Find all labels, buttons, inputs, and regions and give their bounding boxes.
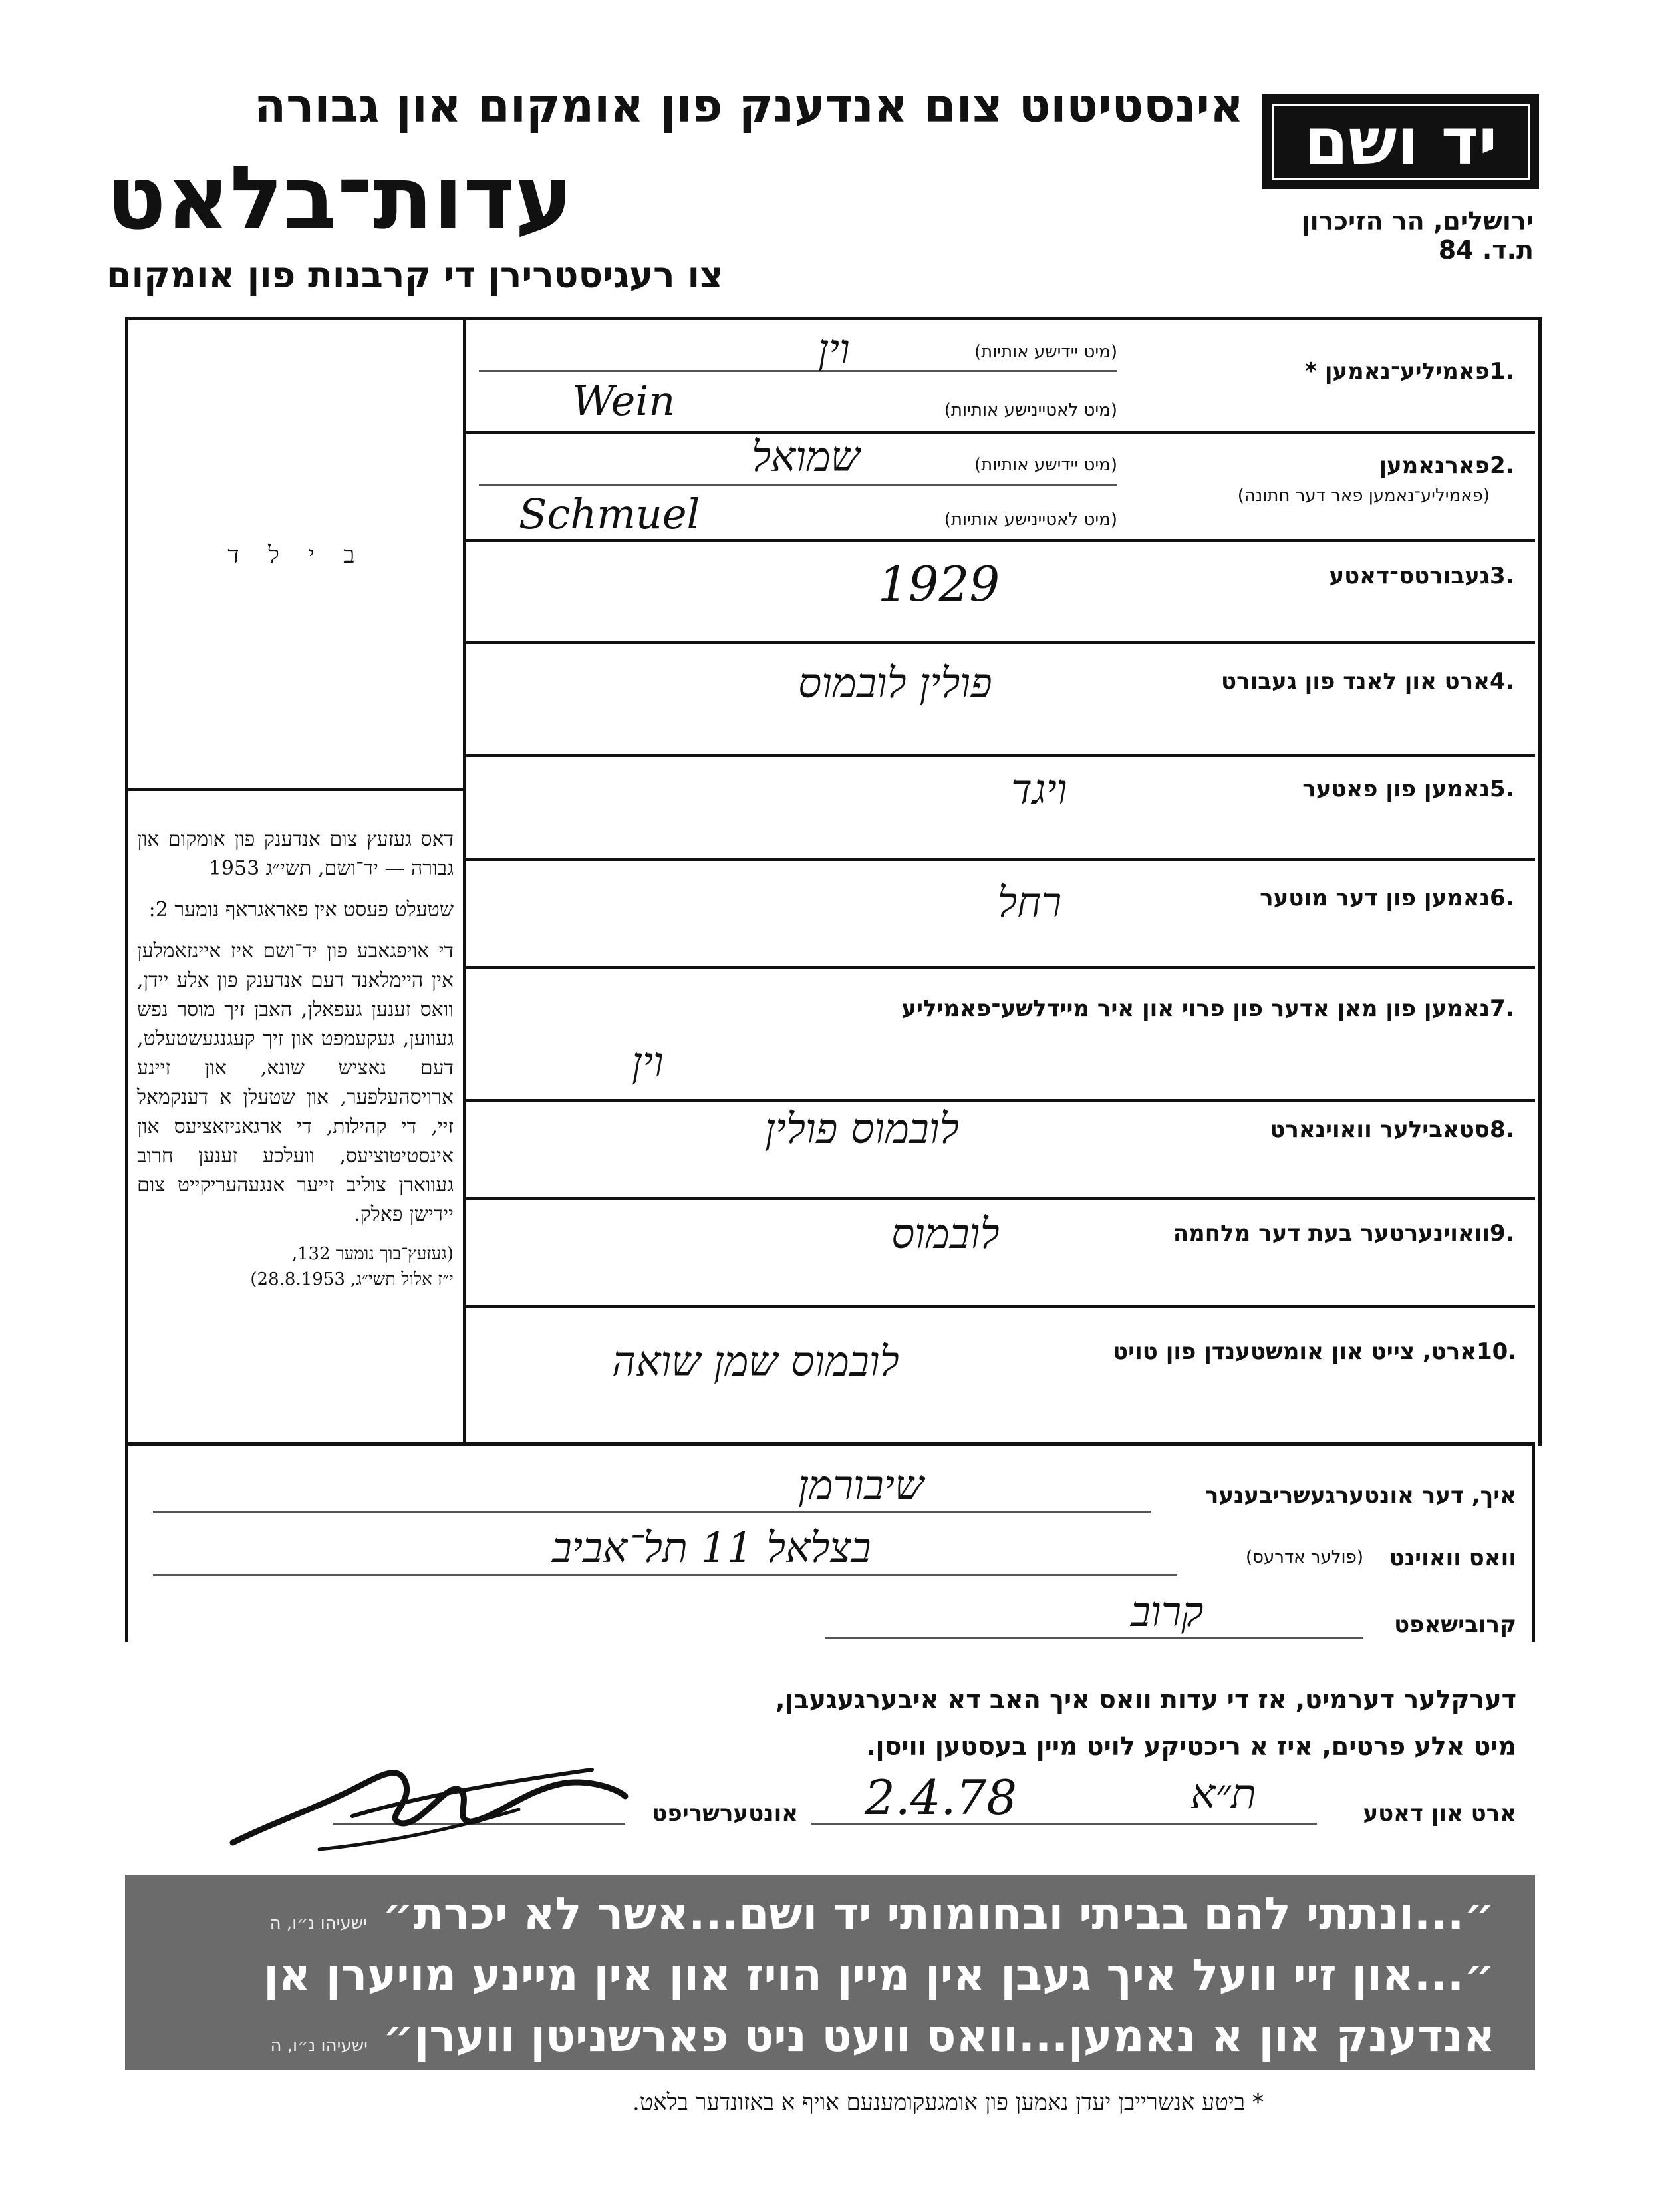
law-citation-1: (געזעץ־בוך נומער 132, — [291, 1244, 454, 1264]
submitter-name-value: שיבורמן — [798, 1461, 924, 1509]
column-divider — [463, 317, 466, 1442]
field-2-label: פארנאמען — [1379, 452, 1490, 479]
handwritten-signature — [219, 1743, 632, 1863]
address-line-2: ת.ד. 84 — [1438, 236, 1534, 265]
field-1-yiddish-value: וין — [818, 325, 850, 373]
address-line-1: ירושלים, הר הזיכרון — [1301, 206, 1534, 236]
field-6-number: 6. — [1490, 885, 1514, 911]
field-10-value: לובמוס שמן שואה — [612, 1337, 899, 1386]
date-value: 2.4.78 — [865, 1770, 1018, 1825]
field-1-latin-value: Wein — [572, 377, 676, 425]
row-divider — [466, 539, 1535, 542]
banner-line-1 — [165, 1888, 1495, 1939]
field-2-yiddish-value: שמואל — [752, 432, 860, 481]
banner-line-3 — [165, 2010, 1495, 2062]
field-2-number: 2. — [1490, 452, 1514, 479]
signature-label: אונטערשריפט — [652, 1800, 798, 1827]
field-7-number: 7. — [1490, 995, 1514, 1022]
field-3-value: 1929 — [878, 556, 1000, 612]
field-4-label: ארט און לאנד פון געבורט — [1221, 668, 1490, 695]
submitter-address-value: בצלאל 11 תל־אביב — [552, 1523, 871, 1572]
banner-line-3-text: אנדענק און א נאמען...וואס וועט ניט פארשניטן ווערן״ — [382, 2010, 1495, 2062]
field-4-value: פולין לובמוס — [798, 659, 992, 707]
field-2-yiddish-line — [479, 484, 1117, 486]
relation-value: קרוב — [1131, 1587, 1204, 1636]
field-1-latin-hint: (מיט לאטיינישע אותיות) — [944, 400, 1117, 420]
institute-name: אינסטיטוט צום אנדענק פון אומקום און גבורה — [254, 79, 1244, 133]
field-4-number: 4. — [1490, 668, 1514, 695]
row-divider — [466, 858, 1535, 861]
field-8-label: סטאבילער וואוינארט — [1270, 1116, 1490, 1143]
relation-label: קרובישאפט — [1394, 1611, 1516, 1638]
field-9-label: וואוינערטער בעת דער מלחמה — [1173, 1220, 1490, 1247]
banner-line-1-text: ״...ונתתי להם בביתי ובחומותי יד ושם...אשר לא יכרת״ — [382, 1888, 1495, 1939]
field-7-value: וין — [632, 1038, 664, 1086]
submitter-address-hint: (פולער אדרעס) — [1246, 1547, 1363, 1567]
field-1-yiddish-line — [479, 370, 1117, 372]
law-paragraph-3: די אויפגאבע פון יד־ושם איז איינזאמלען אין היימלאנד דעם אנדענק פון אלע יידן, וואס זענען געפאלן, האבן זיך מוסר נפש געווען, געקעמפט און זיך קעגנגעשטעלט, דעם נאציש שונא, און זיינע ארויסהעלפער, און שטעלן א דענקמאל זיי, די קהילות, די ארגאניזאציעס און אינסטיטוציעס, וועלכע זענען חרוב געווארן צוליב זייער אנגעהעריקייט צום יידישן פאלק. — [137, 939, 454, 1226]
row-divider — [466, 966, 1535, 969]
law-text — [137, 825, 454, 1292]
field-1-label: פאמיליע־נאמען * — [1305, 358, 1490, 385]
row-divider — [466, 754, 1535, 757]
field-2-maiden-hint: (פאמיליע־נאמען פאר דער חתונה) — [1237, 486, 1490, 506]
field-7-label: נאמען פון מאן אדער פון פרוי און איר מיידלשע־פאמיליע — [901, 995, 1490, 1022]
row-divider — [466, 1305, 1535, 1308]
row-divider — [466, 431, 1535, 434]
place-value: ת״א — [1190, 1770, 1256, 1818]
law-paragraph-1: דאס געזעץ צום אנדענק פון אומקום און גבורה — יד־ושם, תשי״ג 1953 — [137, 828, 454, 880]
field-2-yiddish-hint: (מיט יידישע אותיות) — [974, 455, 1117, 475]
submitter-right-border — [1532, 1442, 1535, 1642]
banner-line-2: ״...און זיי וועל איך געבן אין מיין הויז און אין מיינע מויערן אן — [263, 1949, 1495, 2000]
field-9-value: לובמוס — [891, 1209, 1000, 1258]
footnote: * ביטע אנשרייבן יעדן נאמען פון אומגעקומענעם אויף א באזונדער בלאט. — [632, 2089, 1264, 2116]
field-5-number: 5. — [1490, 776, 1514, 802]
row-divider — [466, 641, 1535, 644]
row-divider — [466, 1197, 1535, 1200]
field-1-yiddish-hint: (מיט יידישע אותיות) — [974, 342, 1117, 362]
field-3-number: 3. — [1490, 563, 1514, 589]
banner-line-1-citation: ישעיהו נ״ו, ה — [269, 1913, 367, 1933]
field-8-number: 8. — [1490, 1116, 1514, 1143]
logo-text: יד ושם — [1272, 104, 1530, 180]
law-citation-2: י״ז אלול תשי״ג, 28.8.1953) — [250, 1269, 454, 1289]
quote-banner — [125, 1875, 1535, 2070]
field-5-label: נאמען פון פאטער — [1302, 776, 1490, 802]
banner-line-3-citation: ישעיהו נ״ו, ה — [270, 2036, 368, 2056]
box-bottom-divider — [125, 1442, 1535, 1446]
page-subtitle: צו רעגיסטרירן די קרבנות פון אומקום — [106, 254, 724, 296]
row-divider — [466, 1099, 1535, 1102]
declaration-line-1: דערקלער דערמיט, אז די עדות וואס איך האב דא איבערגעגעבן, — [775, 1685, 1516, 1714]
field-2-latin-hint: (מיט לאטיינישע אותיות) — [944, 510, 1117, 530]
field-2-latin-value: Schmuel — [519, 490, 700, 538]
field-1-number: 1. — [1490, 358, 1514, 385]
submitter-address-label: וואס וואוינט — [1389, 1545, 1516, 1571]
yad-vashem-logo — [1262, 94, 1539, 189]
relation-line — [825, 1637, 1363, 1639]
submitter-name-line — [153, 1511, 1151, 1513]
photo-placeholder: ב י ל ד — [227, 542, 366, 569]
place-date-label: ארט און דאטע — [1363, 1800, 1516, 1827]
field-3-label: געבורטס־דאטע — [1329, 563, 1490, 589]
submitter-address-line — [153, 1574, 1177, 1576]
field-10-number: 10. — [1476, 1338, 1517, 1365]
law-paragraph-2: שטעלט פעסט אין פאראגראף נומער 2: — [148, 898, 454, 921]
declaration-line-2: מיט אלע פרטים, איז א ריכטיקע לויט מיין בעסטען וויסן. — [866, 1732, 1516, 1761]
page-title: עדות־בלאט — [106, 147, 573, 249]
photo-divider — [125, 788, 466, 791]
field-9-number: 9. — [1490, 1220, 1514, 1247]
address-block — [1241, 206, 1534, 265]
field-10-label: ארט, צייט און אומשטענדן פון טויט — [1112, 1338, 1476, 1365]
field-5-value: ויגד — [1011, 765, 1067, 814]
field-6-label: נאמען פון דער מוטער — [1260, 885, 1490, 911]
field-6-value: רחל — [998, 878, 1062, 927]
submitter-name-label: איך, דער אונטערגעשריבענער — [1204, 1482, 1516, 1509]
field-8-value: לובמוס פולין — [765, 1104, 959, 1153]
submitter-left-border — [125, 1442, 128, 1642]
